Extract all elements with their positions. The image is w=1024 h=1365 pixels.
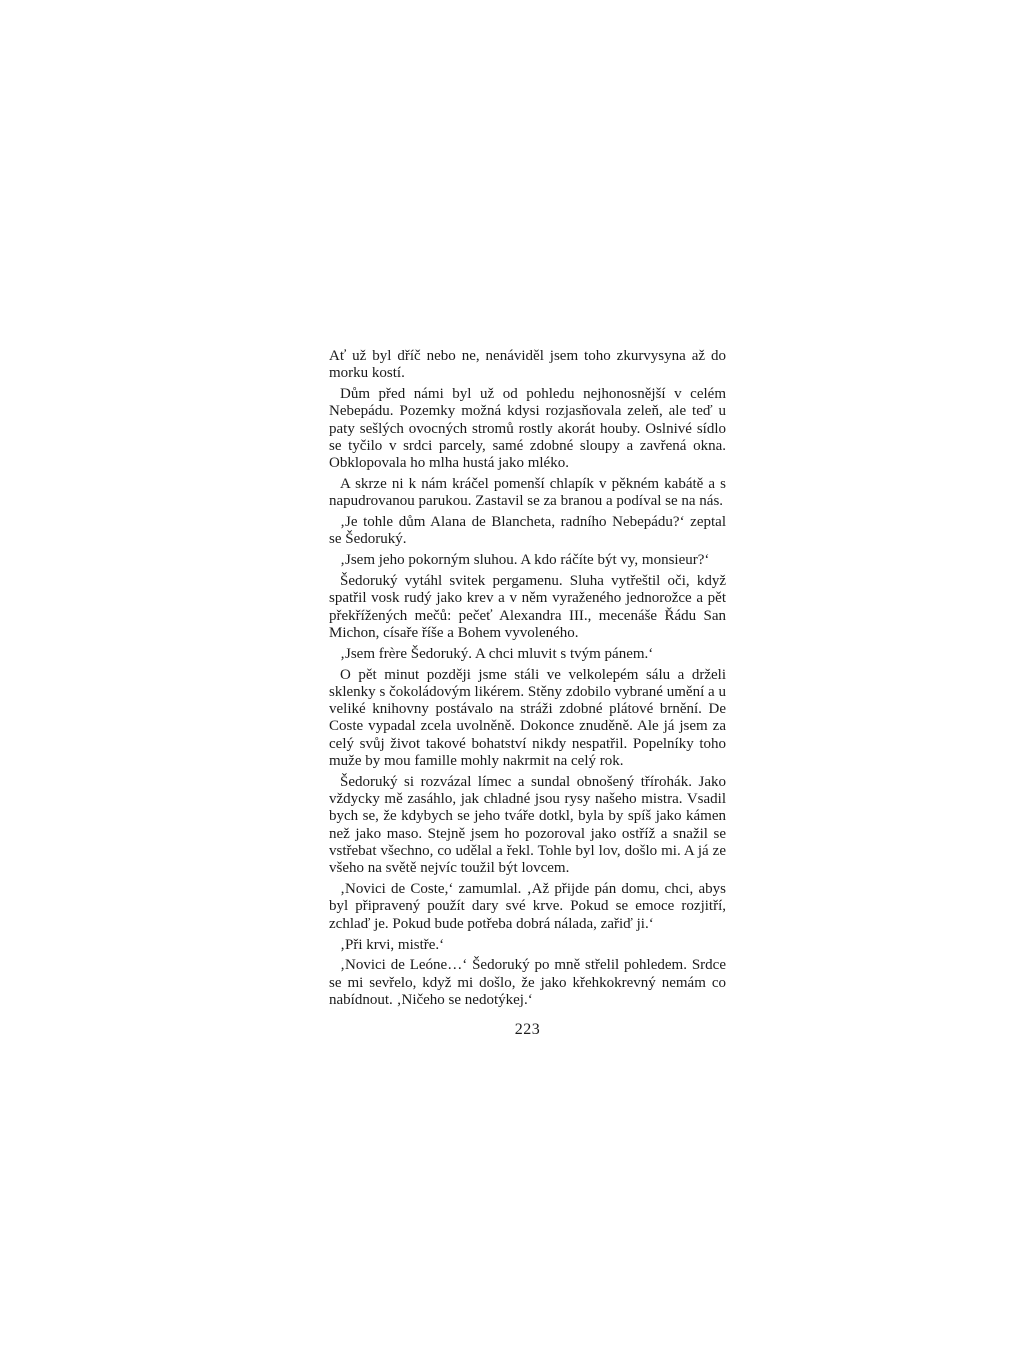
paragraph: ‚Novici de Coste,‘ zamumlal. ‚Až přijde pán domu, chci, abys byl připravený použít dary své krve. Pokud se emoce rozjitří, zchlaď je. Pokud bude potřeba dobrá nálada, zařiď ji.‘ <box>329 881 726 932</box>
paragraph: Ať už byl dříč nebo ne, nenáviděl jsem toho zkurvysyna až do morku kostí. <box>329 348 726 382</box>
paragraph: Šedoruký vytáhl svitek pergamenu. Sluha vytřeštil oči, když spatřil vosk rudý jako krev a v něm vyraženého jednorožce a pět překřížených mečů: pečeť Alexandra III., mecenáše Řádu San Michon, císaře říše a Bohem vyvoleného. <box>329 573 726 641</box>
body-text <box>329 348 726 1013</box>
paragraph: A skrze ni k nám kráčel pomenší chlapík v pěkném kabátě a s napudrovanou parukou. Zastavil se za branou a podíval se na nás. <box>329 476 726 510</box>
paragraph: Dům před námi byl už od pohledu nejhonosnější v celém Nebepádu. Pozemky možná kdysi rozjasňovala zeleň, ale teď u paty sešlých ovocných stromů rostly akorát houby. Oslnivé sídlo se tyčilo v srdci parcely, samé zdobné sloupy a zavřená okna. Obklopovala ho mlha hustá jako mléko. <box>329 386 726 472</box>
paragraph: ‚Při krvi, mistře.‘ <box>340 936 445 953</box>
paragraph: O pět minut později jsme stáli ve velkolepém sálu a drželi sklenky s čokoládovým likérem. Stěny zdobilo vybrané umění a u veliké knihovny postávalo na stráži zdobné plátové brnění. De Coste vypadal zcela uvolněně. Dokonce znuděně. Ale já jsem za celý svůj život takové bohatství nikdy nespatřil. Popelníky toho muže by mou famille mohly nakrmit na celý rok. <box>329 666 726 770</box>
paragraph: ‚Jsem jeho pokorným sluhou. A kdo ráčíte být vy, monsieur?‘ <box>340 552 710 569</box>
paragraph: ‚Novici de Leóne…‘ Šedoruký po mně střelil pohledem. Srdce se mi sevřelo, když mi došlo, že jako křehkokrevný nemám co nabídnout. ‚Ničeho se nedotýkej.‘ <box>329 957 726 1008</box>
paragraph: Šedoruký si rozvázal límec a sundal obnošený třírohák. Jako vždycky mě zasáhlo, jak chladné jsou rysy našeho mistra. Vsadil bych se, že kdybych se jeho tváře dotkl, byla by spíš jako kámen než jako maso. Stejně jsem ho pozoroval jako ostříž a snažil se vstřebat všechno, co udělal a řekl. Tohle byl lov, došlo mi. A já ze všeho na světě nejvíc toužil být lovcem. <box>329 773 726 877</box>
paragraph: ‚Jsem frère Šedoruký. A chci mluvit s tvým pánem.‘ <box>340 645 654 662</box>
page-number: 223 <box>514 1021 541 1038</box>
paragraph: ‚Je tohle dům Alana de Blancheta, radního Nebepádu?‘ zeptal se Šedoruký. <box>329 514 726 548</box>
